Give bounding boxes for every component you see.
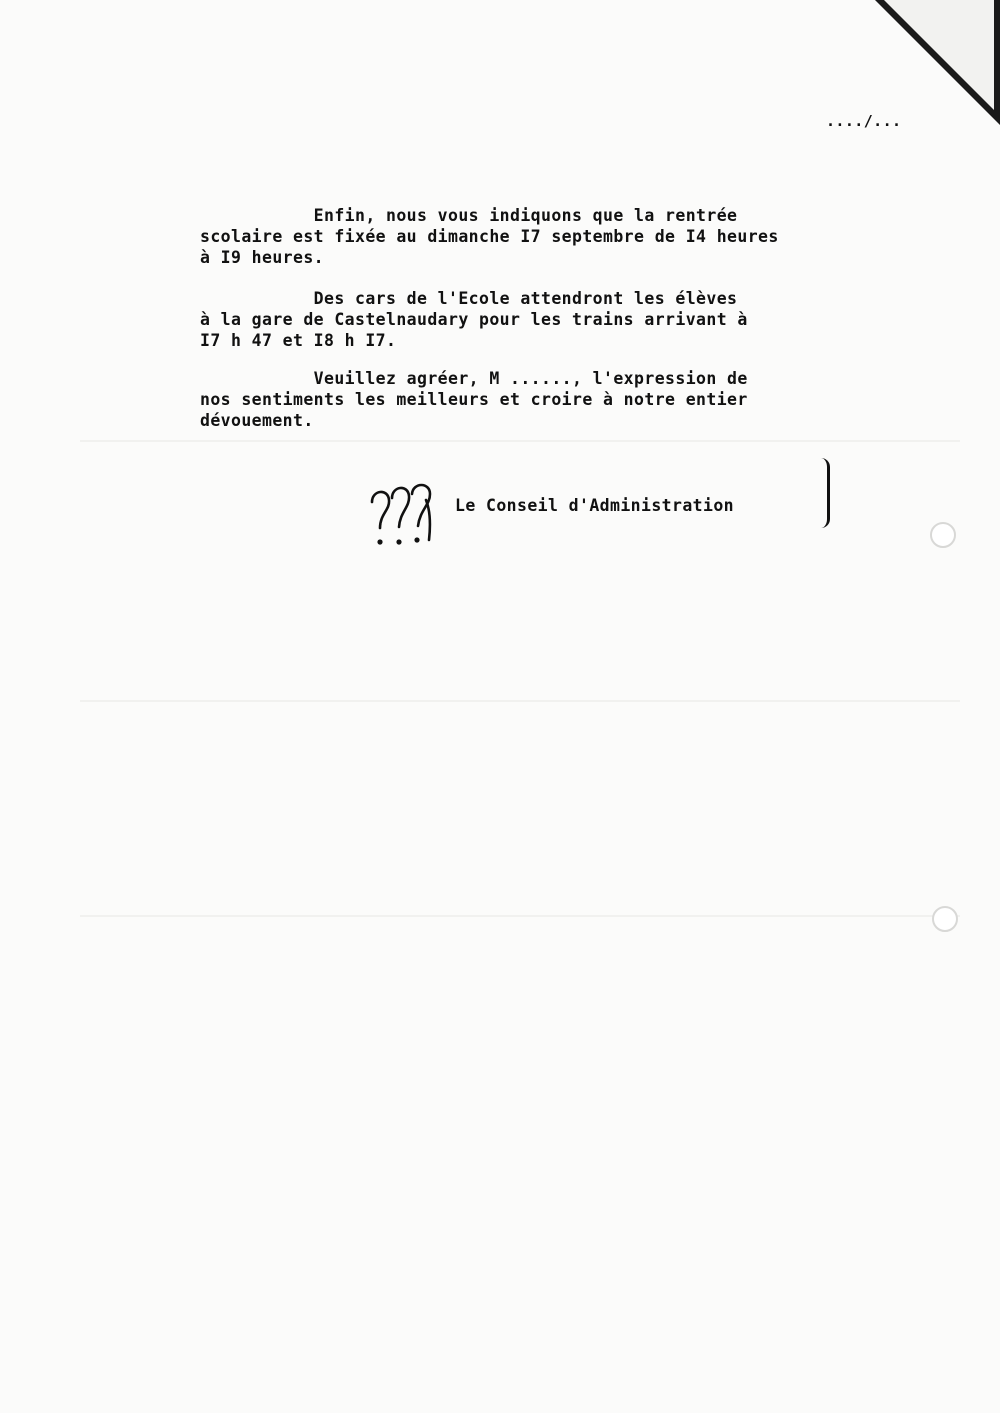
paragraph-line: nos sentiments les meilleurs et croire à notre entier — [200, 390, 748, 409]
paragraph-cars — [200, 288, 748, 351]
paragraph-line: I7 h 47 et I8 h I7. — [200, 331, 397, 350]
show-through-line — [80, 915, 960, 917]
signature-conseil: Le Conseil d'Administration — [455, 496, 735, 515]
paragraph-line: scolaire est fixée au dimanche I7 septembre de I4 heures — [200, 227, 779, 246]
paragraph-rentree — [200, 205, 779, 268]
paragraph-closing — [200, 368, 748, 431]
page-continuation-marker: ..../... — [826, 112, 902, 130]
paragraph-line: Veuillez agréer, M ......, l'expression de — [200, 369, 748, 388]
paragraph-line: dévouement. — [200, 411, 314, 430]
folded-corner-paper — [884, 0, 994, 110]
paragraph-line: à I9 heures. — [200, 248, 325, 267]
punch-hole — [932, 906, 958, 932]
punch-hole — [930, 522, 956, 548]
handwritten-bracket — [821, 458, 830, 528]
handwritten-question-marks — [368, 480, 440, 555]
paragraph-line: à la gare de Castelnaudary pour les trains arrivant à — [200, 310, 748, 329]
show-through-line — [80, 440, 960, 442]
show-through-line — [80, 700, 960, 702]
paragraph-line: Enfin, nous vous indiquons que la rentrée — [200, 206, 738, 225]
paragraph-line: Des cars de l'Ecole attendront les élèves — [200, 289, 738, 308]
